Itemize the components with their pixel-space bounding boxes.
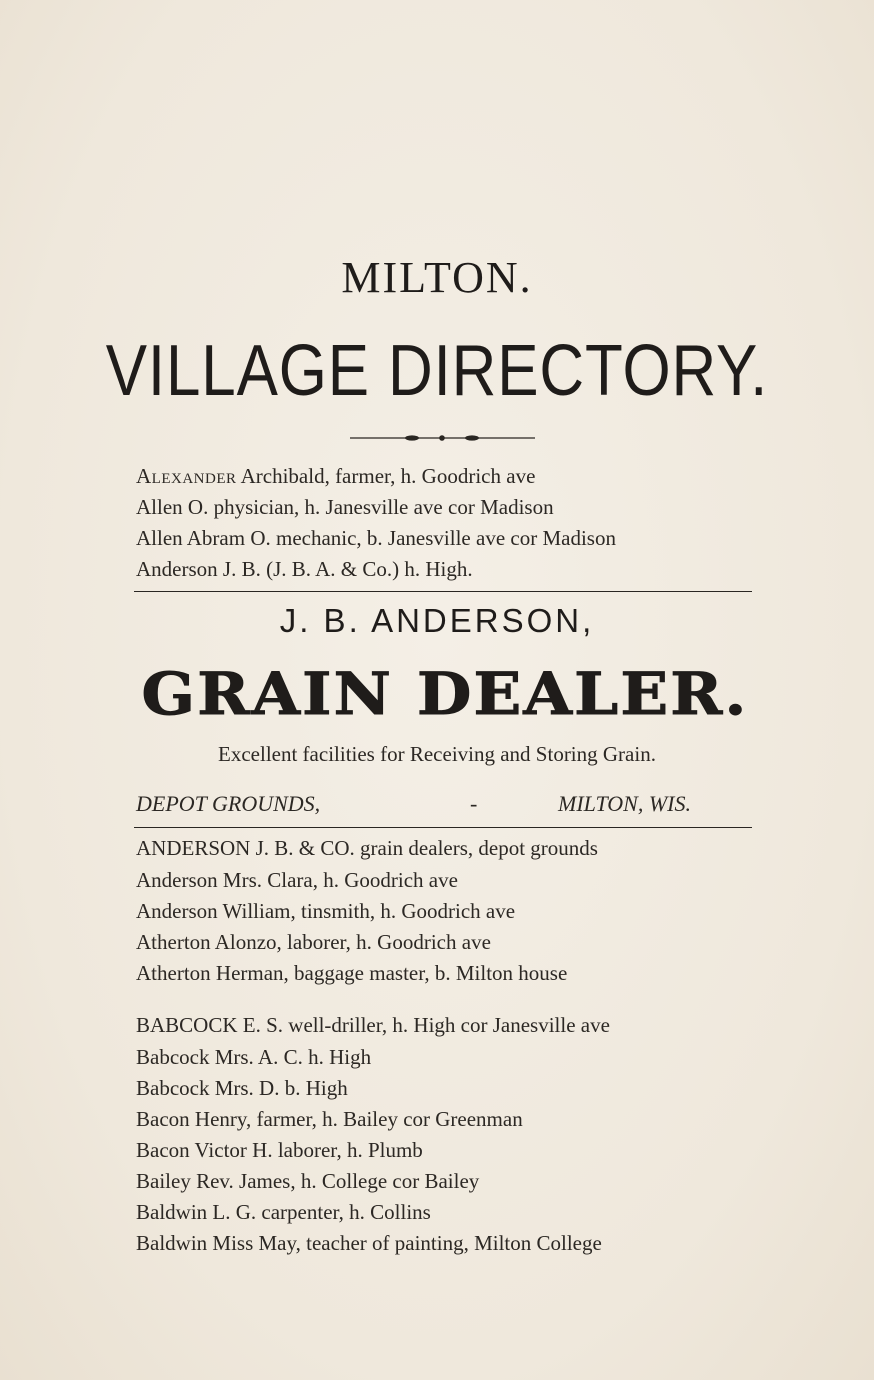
directory-entry — [136, 464, 535, 489]
entry-surname: Anderson — [136, 557, 218, 581]
directory-title: VILLAGE DIRECTORY. — [105, 331, 769, 411]
ornament-divider — [350, 430, 535, 446]
directory-entry: Bailey Rev. James, h. College cor Bailey — [136, 1169, 480, 1193]
directory-entry: BABCOCK E. S. well-driller, h. High cor Janesville ave — [136, 1013, 610, 1037]
entry-details: J. B. (J. B. A. & Co.) h. High. — [222, 557, 473, 581]
directory-entry: Bacon Henry, farmer, h. Bailey cor Greenman — [136, 1107, 523, 1131]
ad-bottom-rule — [134, 827, 752, 828]
directory-entry — [136, 495, 554, 520]
ad-location-separator: - — [470, 791, 478, 816]
ad-tagline: Excellent facilities for Receiving and Storing Grain. — [218, 742, 656, 766]
directory-entry: Babcock Mrs. A. C. h. High — [136, 1045, 372, 1069]
entry-surname: Alexander — [136, 464, 237, 488]
entry-surname: Allen — [136, 526, 183, 550]
entry-details: Archibald, farmer, h. Goodrich ave — [240, 464, 536, 488]
entry-details: Abram O. mechanic, b. Janesville ave cor Madison — [186, 526, 616, 550]
place-heading: MILTON. — [341, 253, 533, 302]
directory-entry: Atherton Herman, baggage master, b. Milton house — [136, 961, 568, 985]
directory-entry: Baldwin Miss May, teacher of painting, Milton College — [136, 1231, 602, 1255]
directory-entry: Bacon Victor H. laborer, h. Plumb — [136, 1138, 423, 1162]
directory-entry: Babcock Mrs. D. b. High — [136, 1076, 348, 1100]
ad-location-left: DEPOT GROUNDS, — [136, 791, 321, 816]
directory-entry: Anderson William, tinsmith, h. Goodrich ave — [136, 899, 516, 923]
ad-business-title: GRAIN DEALER. — [141, 660, 749, 728]
ad-proprietor-name: J. B. ANDERSON, — [279, 602, 595, 639]
directory-entry: Baldwin L. G. carpenter, h. Collins — [136, 1200, 431, 1224]
ad-location-right: MILTON, WIS. — [558, 791, 691, 816]
directory-entry — [136, 526, 616, 551]
directory-entry: Anderson Mrs. Clara, h. Goodrich ave — [136, 868, 458, 892]
directory-entry — [136, 557, 473, 582]
entry-details: O. physician, h. Janesville ave cor Madison — [187, 495, 554, 519]
directory-entry: ANDERSON J. B. & CO. grain dealers, depot grounds — [136, 836, 598, 860]
ad-top-rule — [134, 591, 752, 592]
entry-surname: Allen — [136, 495, 183, 519]
directory-entry: Atherton Alonzo, laborer, h. Goodrich ave — [136, 930, 491, 954]
